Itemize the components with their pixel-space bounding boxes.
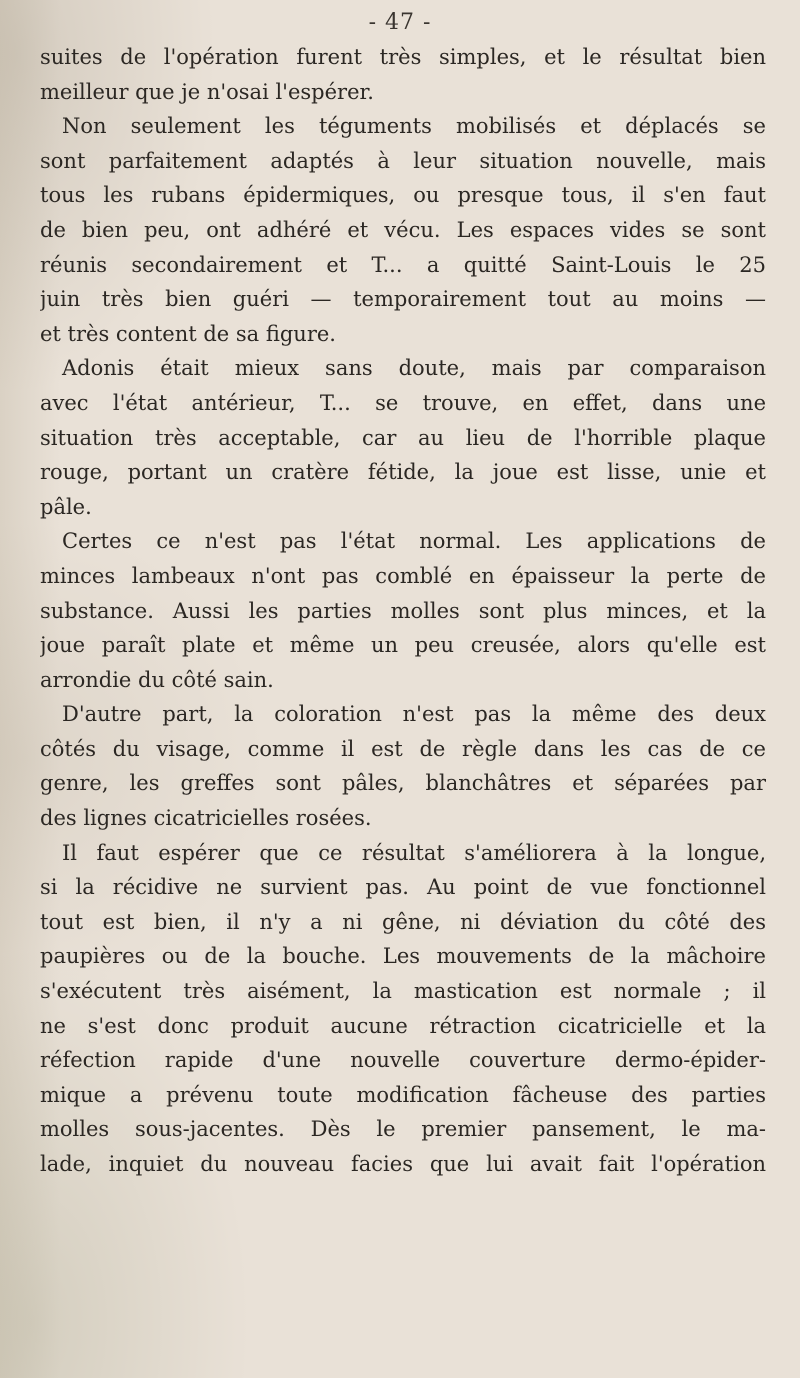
text-line: suites de l'opération furent très simples, et le résultat bien <box>40 45 766 69</box>
text-line: juin très bien guéri — temporairement tout au moins — <box>40 287 766 312</box>
text-line: tout est bien, il n'y a ni gêne, ni déviation du côté des <box>40 909 766 934</box>
text-line: réfection rapide d'une nouvelle couverture dermo-épider- <box>40 1048 766 1073</box>
text-line: Non seulement les téguments mobilisés et déplacés se <box>62 114 766 139</box>
text-line: Certes ce n'est pas l'état normal. Les applications de <box>62 529 766 554</box>
text-line: sont parfaitement adaptés à leur situation nouvelle, mais <box>40 148 766 173</box>
text-line: arrondie du côté sain. <box>40 667 274 692</box>
text-line: genre, les greffes sont pâles, blanchâtres et séparées par <box>40 771 766 796</box>
text-line: côtés du visage, comme il est de règle dans les cas de ce <box>40 736 766 761</box>
text-line: réunis secondairement et T... a quitté Saint-Louis le 25 <box>40 252 766 277</box>
text-line: joue paraît plate et même un peu creusée, alors qu'elle est <box>40 633 766 658</box>
text-line: molles sous-jacentes. Dès le premier pansement, le ma- <box>40 1117 766 1142</box>
text-line: situation très acceptable, car au lieu de l'horrible plaque <box>40 425 766 450</box>
text-line: pâle. <box>40 494 92 519</box>
text-line: des lignes cicatricielles rosées. <box>40 806 372 831</box>
page-number: - 47 - <box>368 10 432 35</box>
text-line: mique a prévenu toute modification fâcheuse des parties <box>40 1082 766 1107</box>
text-line: s'exécutent très aisément, la mastication est normale ; il <box>40 979 766 1004</box>
text-line: substance. Aussi les parties molles sont plus minces, et la <box>40 598 766 623</box>
text-line: de bien peu, ont adhéré et vécu. Les espaces vides se sont <box>40 217 766 242</box>
text-line: meilleur que je n'osai l'espérer. <box>40 79 374 104</box>
text-line: et très content de sa figure. <box>40 321 336 346</box>
text-line: minces lambeaux n'ont pas comblé en épaisseur la perte de <box>40 563 766 588</box>
text-line: lade, inquiet du nouveau facies que lui avait fait l'opération <box>40 1152 766 1176</box>
text-line: rouge, portant un cratère fétide, la joue est lisse, unie et <box>40 460 766 485</box>
text-line: Il faut espérer que ce résultat s'améliorera à la longue, <box>62 840 766 865</box>
text-line: si la récidive ne survient pas. Au point de vue fonctionnel <box>40 875 766 900</box>
body-text <box>40 40 766 1182</box>
text-line: Adonis était mieux sans doute, mais par comparaison <box>62 356 766 381</box>
text-line: paupières ou de la bouche. Les mouvements de la mâchoire <box>40 944 766 969</box>
text-line: ne s'est donc produit aucune rétraction cicatricielle et la <box>40 1013 766 1038</box>
text-line: avec l'état antérieur, T... se trouve, en effet, dans une <box>40 390 766 415</box>
text-line: tous les rubans épidermiques, ou presque tous, il s'en faut <box>40 183 766 208</box>
text-line: D'autre part, la coloration n'est pas la même des deux <box>62 702 766 727</box>
